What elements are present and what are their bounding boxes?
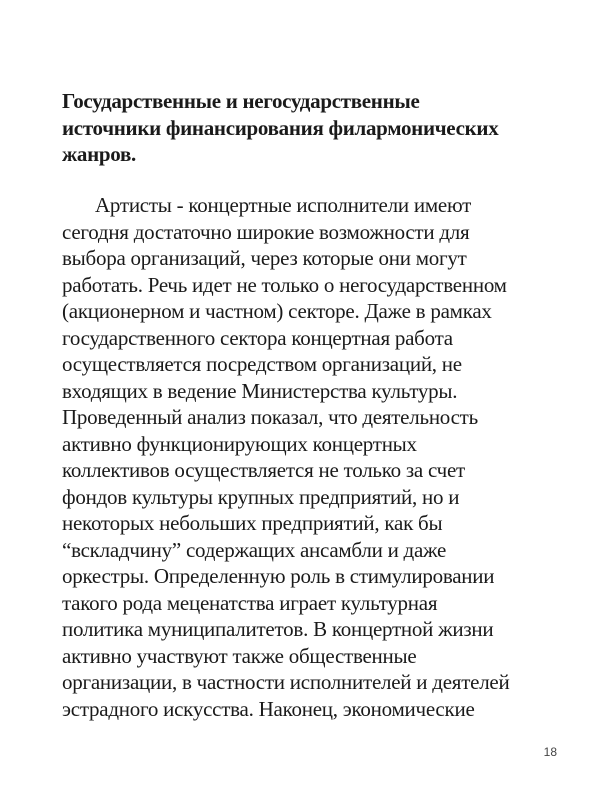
paragraph-line: организации, в частности исполнителей и деятелей [62,670,510,694]
paragraph-line: активно функционирующих концертных [62,431,417,456]
paragraph-line: входящих в ведение Министерства культуры. [62,378,458,403]
paragraph-line: политика муниципалитетов. В концертной жизни [62,617,494,641]
paragraph-line: Артисты - концертные исполнители имеют [95,193,472,217]
paragraph-line: выбора организаций, через которые они могут [62,246,467,270]
paragraph-line: “вскладчину” содержащих ансамбли и даже [62,537,447,562]
paragraph-line: активно участвуют также общественные [62,643,417,668]
heading-line: Государственные и негосударственные [62,89,420,113]
paragraph-line: работать. Речь идет не только о негосударственном [62,272,507,297]
heading-line: источники финансирования филармонических [62,115,499,140]
paragraph-line: государственного сектора концертная работа [62,325,453,350]
paragraph-line: (акционерном и частном) секторе. Даже в рамках [62,299,492,323]
paragraph-line: некоторых небольших предприятий, как бы [62,511,443,535]
page-number: 18 [543,745,557,759]
section-heading [62,88,562,168]
paragraph-line: оркестры. Определенную роль в стимулировании [62,564,495,588]
paragraph-line: эстрадного искусства. Наконец, экономические [62,696,475,721]
heading-line: жанров. [62,142,136,166]
body-paragraph [62,192,582,722]
paragraph-line: такого рода меценатства играет культурная [62,590,438,615]
paragraph-line: сегодня достаточно широкие возможности для [62,219,470,244]
paragraph-line: коллективов осуществляется не только за счет [62,458,465,482]
paragraph-line: осуществляется посредством организаций, не [62,352,462,376]
paragraph-line: фондов культуры крупных предприятий, но и [62,484,460,509]
paragraph-line: Проведенный анализ показал, что деятельность [62,405,478,429]
